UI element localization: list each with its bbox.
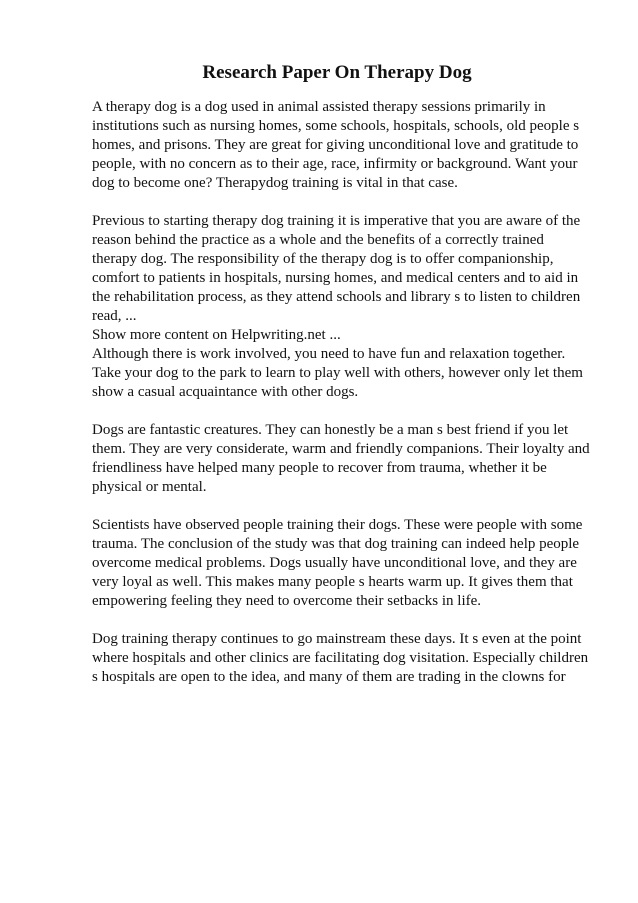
paragraph-training-purpose: Previous to starting therapy dog training it is imperative that you are aware of the reason behind the practice as a whole and the benefits of a correctly trained therapy dog. The responsibility of the therapy dog is to offer companionship, comfort to patients in hospitals, nursing homes, and medical centers and to aid in the rehabilitation process, as they attend schools and library s to listen to children read, ... xyxy=(92,213,581,324)
paragraph-dogs-are-fantastic: Dogs are fantastic creatures. They can honestly be a man s best friend if you let them. They are very considerate, warm and friendly companions. Their loyalty and friendliness have helped many people to recover from trauma, whether it be physical or mental. xyxy=(92,422,590,495)
show-more-link[interactable]: Show more content on Helpwriting.net ... xyxy=(92,327,341,343)
paragraph-scientists-observed: Scientists have observed people training their dogs. These were people with some trauma. The conclusion of the study was that dog training can indeed help people overcome medical problems. Dogs usually have unconditional love, and they are very loyal as well. This makes many people s hearts warm up. It gives them that empowering feeling they need to overcome their setbacks in life. xyxy=(92,517,583,609)
paragraph-mainstream-therapy: Dog training therapy continues to go mainstream these days. It s even at the point where hospitals and other clinics are facilitating dog visitation. Especially children s hospitals are open to the idea, and many of them are trading in the clowns for xyxy=(92,631,589,685)
page-title: Research Paper On Therapy Dog xyxy=(202,62,472,83)
paragraph-fun-and-relaxation: Although there is work involved, you need to have fun and relaxation together. Take your dog to the park to learn to play well with others, however only let them show a casual acquaintance with other dogs. xyxy=(92,346,583,400)
paragraph-therapy-dog-intro: A therapy dog is a dog used in animal assisted therapy sessions primarily in institutions such as nursing homes, some schools, hospitals, schools, old people s homes, and prisons. They are great for giving unconditional love and gratitude to people, with no concern as to their age, race, infirmity or background. Want your dog to become one? Therapydog training is vital in that case. xyxy=(92,99,580,191)
